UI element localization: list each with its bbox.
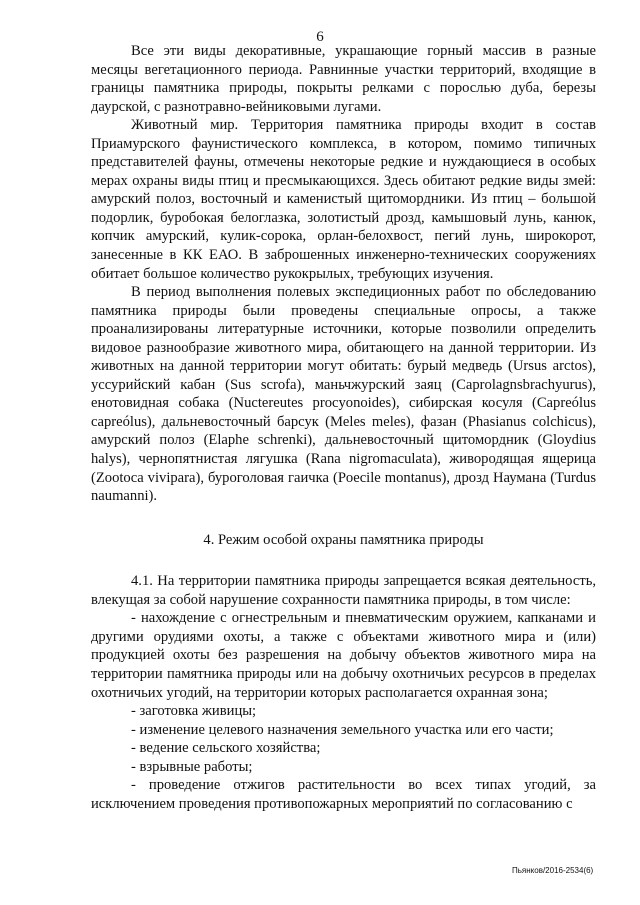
prohibition-item: - заготовка живицы; [131, 703, 257, 720]
section-heading: 4. Режим особой охраны памятника природы [203, 531, 484, 548]
prohibition-item: - нахождение с огнестрельным и пневматическим оружием, капканами и другими орудиями охоты, а также с объектами животного мира и (или) продукцией охоты без разрешения на добычу объектов животного мира на территории памятника природы или на добычу охотничьих ресурсов в пределах охотничьих угодий, на территории которых располагается охранная зона; [91, 610, 596, 701]
prohibition-item: - изменение целевого назначения земельного участка или его части; [131, 721, 554, 738]
prohibition-item: - ведение сельского хозяйства; [131, 740, 321, 757]
section-intro: 4.1. На территории памятника природы запрещается всякая деятельность, влекущая за собой нарушение сохранности памятника природы, в том числе: [91, 573, 596, 608]
document-code: Пьянков/2016-2534(6) [512, 866, 594, 875]
paragraph: Животный мир. Территория памятника природы входит в состав Приамурского фаунистического комплекса, в котором, помимо типичных представителей фауны, отмечены некоторые редкие и нуждающиеся в особых мерах охраны виды птиц и пресмыкающихся. Здесь обитают редкие виды змей: амурский полоз, восточный и каменистый щитомордники. Из птиц – большой подорлик, буробокая белоглазка, золотистый дрозд, камышовый лунь, канюк, копчик амурский, кулик-сорока, орлан-белохвост, пегий лунь, широкорот, занесенные в КК ЕАО. В заброшенных инженерно-технических сооружениях обитает большое количество рукокрылых, требующих изучения. [91, 117, 596, 282]
document-body [91, 42, 596, 813]
prohibition-item: - взрывные работы; [131, 758, 253, 775]
page-number: 6 [316, 29, 324, 45]
paragraph: В период выполнения полевых экспедиционных работ по обследованию памятника природы были проведены специальные опросы, а также проанализированы литературные источники, которые позволили определить видовое разнообразие животного мира, обитающего на данной территории. Из животных на данной территории могут обитать: бурый медведь (Ursus arctos), уссурийский кабан (Sus scrofa), маньчжурский заяц (Caprolagnsbrachyurus), енотовидная собака (Nuctereutes procyonoides), сибирская косуля (Capreólus capreólus), дальневосточный барсук (Meles meles), фазан (Phasianus colchicus), амурский полоз (Elaphe schrenki), дальневосточный щитомордник (Gloydius halys), чернопятнистая лягушка (Rana nigromaculata), живородящая ящерица (Zootoca vivipara), буроголовая гаичка (Poecile montanus), дрозд Наумана (Turdus naumanni). [91, 284, 596, 505]
prohibition-item: - проведение отжигов растительности во всех типах угодий, за исключением проведения противопожарных мероприятий по согласованию с [91, 777, 596, 812]
paragraph: Все эти виды декоративные, украшающие горный массив в разные месяцы вегетационного периода. Равнинные участки территорий, входящие в границы памятника природы, покрыты релками с порослью дуба, березы даурской, с разнотравно-вейниковыми лугами. [91, 43, 596, 115]
